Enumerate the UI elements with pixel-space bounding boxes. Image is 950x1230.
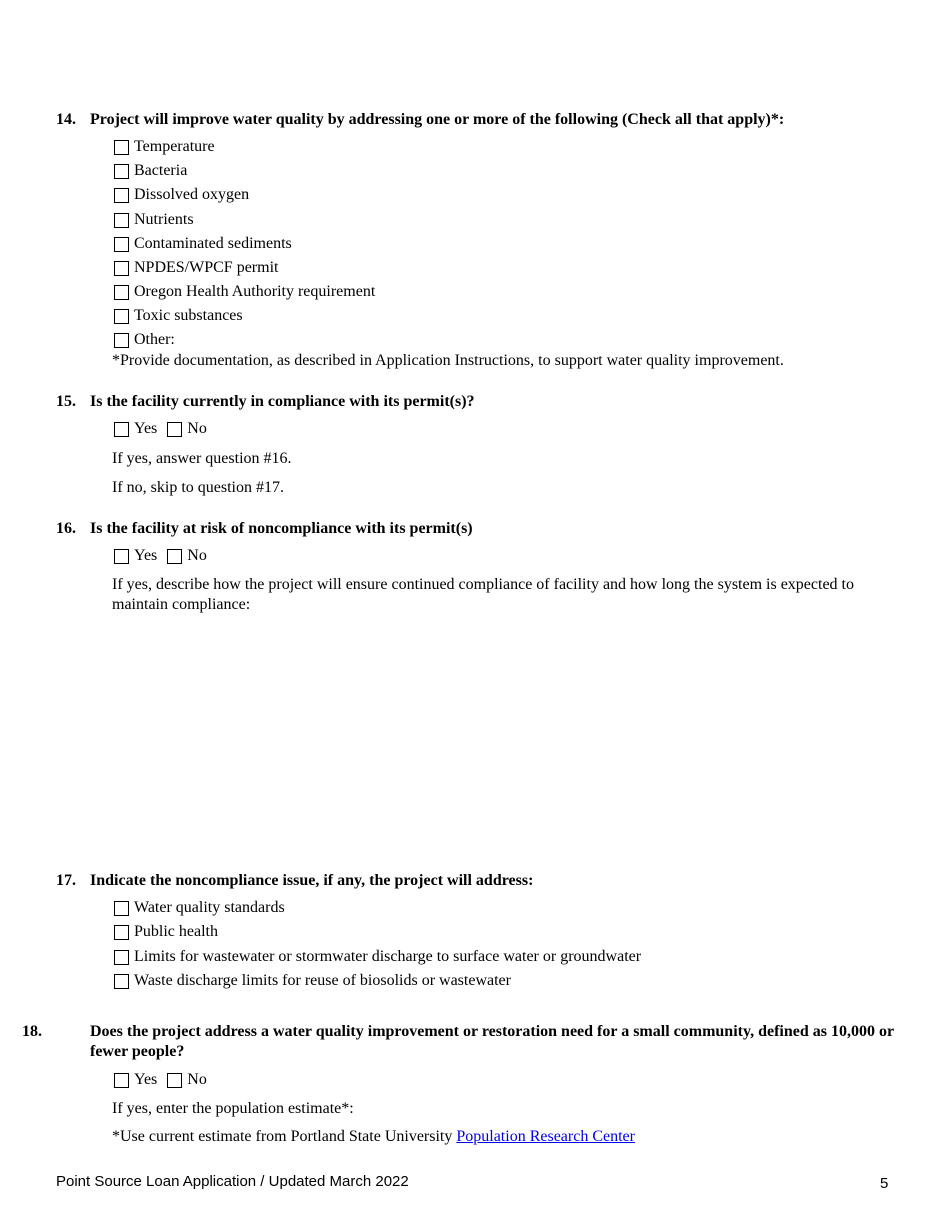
no-label: No (187, 420, 207, 437)
checkbox[interactable] (114, 333, 129, 348)
option-label: Dissolved oxygen (134, 186, 250, 203)
option-label: NPDES/WPCF permit (134, 259, 279, 276)
question-text: Indicate the noncompliance issue, if any, the project will address: (90, 872, 534, 889)
q14-option-bacteria[interactable] (114, 161, 187, 181)
q17-option-public-health[interactable] (114, 922, 218, 942)
q15-instruction-no: If no, skip to question #17. (112, 479, 284, 496)
question-15-title (56, 392, 475, 412)
yes-label: Yes (134, 547, 158, 564)
q16-prompt: If yes, describe how the project will ensure continued compliance of facility and how long the system is expected to maintain compliance: (112, 576, 854, 613)
question-text: Does the project address a water quality improvement or restoration need for a small community, defined as 10,000 or fewer people? (90, 1023, 894, 1060)
checkbox[interactable] (114, 213, 129, 228)
q14-option-nutrients[interactable] (114, 210, 194, 230)
note-text: *Use current estimate from Portland State University (112, 1128, 457, 1145)
option-label: Oregon Health Authority requirement (134, 283, 376, 300)
q18-note (112, 1127, 635, 1147)
yes-checkbox[interactable] (114, 549, 129, 564)
checkbox[interactable] (114, 950, 129, 965)
no-checkbox[interactable] (167, 1073, 182, 1088)
question-text: Project will improve water quality by addressing one or more of the following (Check all that apply)*: (90, 111, 785, 128)
question-text: Is the facility at risk of noncompliance with its permit(s) (90, 520, 473, 537)
no-checkbox[interactable] (167, 422, 182, 437)
q14-option-oha-requirement[interactable] (114, 282, 375, 302)
checkbox[interactable] (114, 901, 129, 916)
question-number: 16. (56, 520, 76, 537)
option-label: Bacteria (134, 162, 188, 179)
q18-prompt: If yes, enter the population estimate*: (112, 1100, 354, 1117)
option-label: Nutrients (134, 211, 194, 228)
yes-checkbox[interactable] (114, 1073, 129, 1088)
yes-checkbox[interactable] (114, 422, 129, 437)
q16-yes-no (114, 546, 217, 566)
q14-option-npdes-wpcf-permit[interactable] (114, 258, 278, 278)
q17-option-water-quality-standards[interactable] (114, 898, 285, 918)
q15-instruction-yes: If yes, answer question #16. (112, 450, 292, 467)
option-label: Public health (134, 923, 218, 940)
q14-option-contaminated-sediments[interactable] (114, 234, 292, 254)
question-number: 15. (56, 393, 76, 410)
question-16-title (56, 519, 473, 539)
yes-label: Yes (134, 1071, 158, 1088)
question-number: 17. (56, 872, 76, 889)
q18-yes-no (114, 1070, 217, 1090)
checkbox[interactable] (114, 261, 129, 276)
q14-note: *Provide documentation, as described in Application Instructions, to support water quality improvement. (112, 352, 784, 369)
question-18-title (22, 1022, 920, 1062)
no-label: No (187, 1071, 207, 1088)
checkbox[interactable] (114, 164, 129, 179)
option-label: Temperature (134, 138, 215, 155)
no-checkbox[interactable] (167, 549, 182, 564)
checkbox[interactable] (114, 974, 129, 989)
checkbox[interactable] (114, 140, 129, 155)
q14-option-temperature[interactable] (114, 137, 215, 157)
checkbox[interactable] (114, 285, 129, 300)
q17-option-discharge-limits[interactable] (114, 947, 641, 967)
option-label: Limits for wastewater or stormwater discharge to surface water or groundwater (134, 948, 642, 965)
q14-option-toxic-substances[interactable] (114, 306, 243, 326)
q14-option-other[interactable] (114, 330, 175, 350)
option-label: Water quality standards (134, 899, 285, 916)
option-label: Other: (134, 331, 175, 348)
checkbox[interactable] (114, 309, 129, 324)
checkbox[interactable] (114, 925, 129, 940)
question-17-title (56, 871, 533, 891)
question-number: 18. (22, 1023, 42, 1040)
footer-title: Point Source Loan Application / Updated March 2022 (56, 1173, 409, 1190)
population-research-center-link[interactable]: Population Research Center (456, 1128, 635, 1145)
page-number: 5 (880, 1175, 889, 1192)
no-label: No (187, 547, 207, 564)
option-label: Contaminated sediments (134, 235, 292, 252)
q14-option-dissolved-oxygen[interactable] (114, 185, 249, 205)
option-label: Waste discharge limits for reuse of biosolids or wastewater (134, 972, 511, 989)
option-label: Toxic substances (134, 307, 243, 324)
checkbox[interactable] (114, 237, 129, 252)
yes-label: Yes (134, 420, 158, 437)
q17-option-waste-discharge-limits[interactable] (114, 971, 511, 991)
q16-response-area[interactable] (112, 620, 892, 860)
question-14-title (56, 110, 784, 130)
question-text: Is the facility currently in compliance with its permit(s)? (90, 393, 475, 410)
checkbox[interactable] (114, 188, 129, 203)
q15-yes-no (114, 419, 217, 439)
question-number: 14. (56, 111, 76, 128)
